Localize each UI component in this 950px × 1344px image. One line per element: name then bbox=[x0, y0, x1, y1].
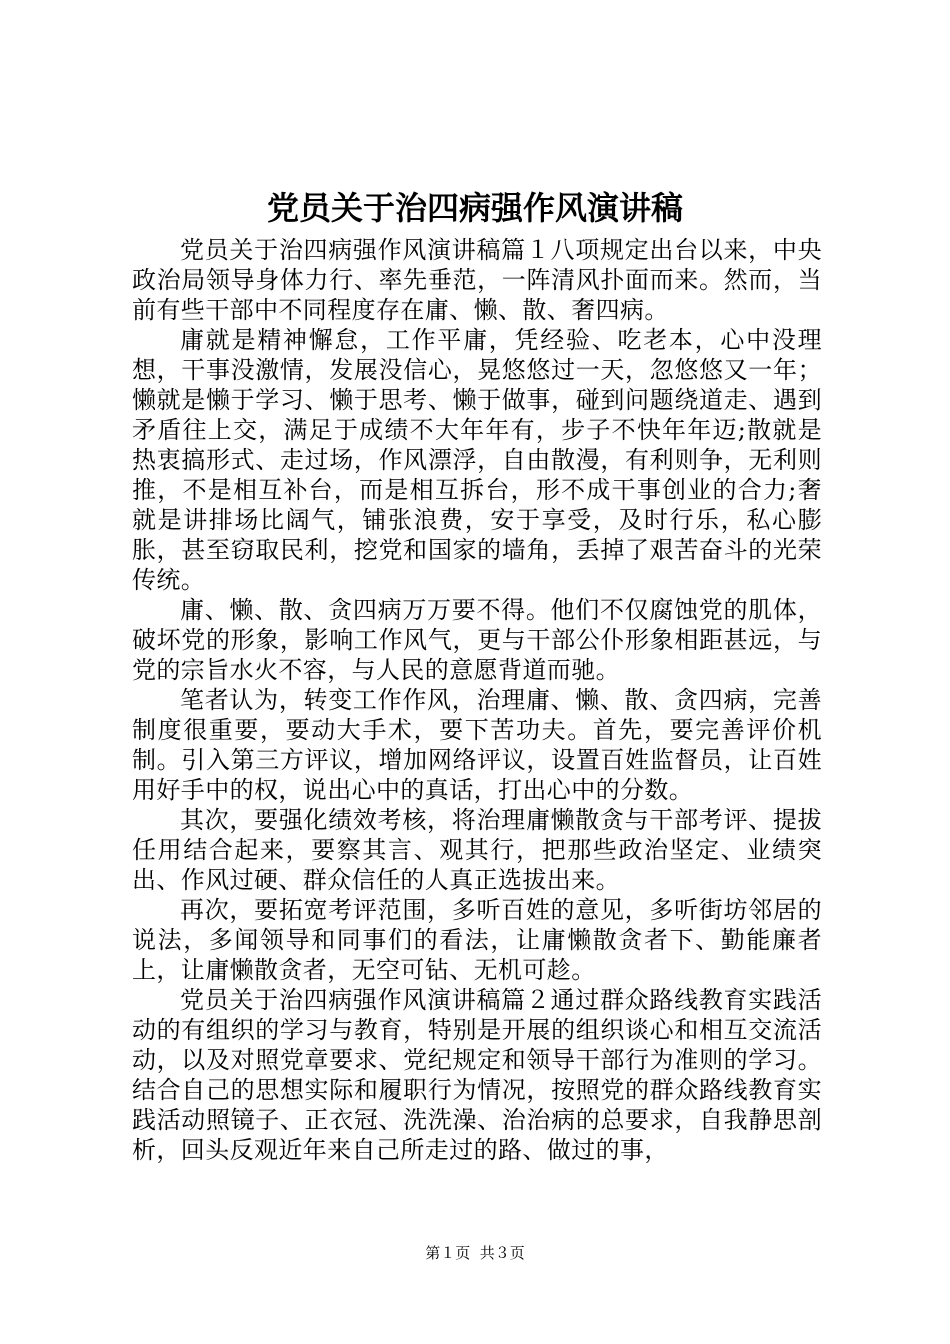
paragraph-3: 庸、懒、散、贪四病万万要不得。他们不仅腐蚀党的肌体，破坏党的形象，影响工作风气，更与干部公仆形象相距甚远，与党的宗旨水火不容，与人民的意愿背道而驰。 bbox=[132, 596, 822, 684]
paragraph-7: 党员关于治四病强作风演讲稿篇２通过群众路线教育实践活动的有组织的学习与教育，特别是开展的组织谈心和相互交流活动，以及对照党章要求、党纪规定和领导干部行为准则的学习。结合自己的思想实际和履职行为情况，按照党的群众路线教育实践活动照镜子、正衣冠、洗洗澡、治治病的总要求，自我静思剖析，回头反观近年来自己所走过的路、做过的事， bbox=[132, 986, 822, 1164]
document-title: 党员关于治四病强作风演讲稿 bbox=[266, 189, 683, 227]
paragraph-1: 党员关于治四病强作风演讲稿篇１八项规定出台以来，中央政治局领导身体力行、率先垂范，一阵清风扑面而来。然而，当前有些干部中不同程度存在庸、懒、散、奢四病。 bbox=[132, 236, 822, 324]
paragraph-4: 笔者认为，转变工作作风，治理庸、懒、散、贪四病，完善制度很重要，要动大手术，要下苦功夫。首先，要完善评价机制。引入第三方评议，增加网络评议，设置百姓监督员，让百姓用好手中的权，说出心中的真话，打出心中的分数。 bbox=[132, 686, 822, 804]
document-body bbox=[132, 235, 822, 1165]
page-footer bbox=[0, 1243, 950, 1263]
paragraph-6: 再次，要拓宽考评范围，多听百姓的意见，多听街坊邻居的说法，多闻领导和同事们的看法，让庸懒散贪者下、勤能廉者上，让庸懒散贪者，无空可钻、无机可趁。 bbox=[132, 896, 822, 984]
paragraph-5: 其次，要强化绩效考核，将治理庸懒散贪与干部考评、提拔任用结合起来，要察其言、观其行，把那些政治坚定、业绩突出、作风过硬、群众信任的人真正选拔出来。 bbox=[132, 806, 822, 894]
page-number: 第１页 共３页 bbox=[425, 1244, 525, 1262]
paragraph-2: 庸就是精神懈怠，工作平庸，凭经验、吃老本，心中没理想，干事没激情，发展没信心，晃悠悠过一天，忽悠悠又一年；懒就是懒于学习、懒于思考、懒于做事，碰到问题绕道走、遇到矛盾往上交，满足于成绩不大年年有，步子不快年年迈;散就是热衷搞形式、走过场，作风漂浮，自由散漫，有利则争，无利则推，不是相互补台，而是相互拆台，形不成干事创业的合力;奢就是讲排场比阔气，铺张浪费，安于享受，及时行乐，私心膨胀，甚至窃取民利，挖党和国家的墙角，丢掉了艰苦奋斗的光荣传统。 bbox=[132, 326, 822, 594]
